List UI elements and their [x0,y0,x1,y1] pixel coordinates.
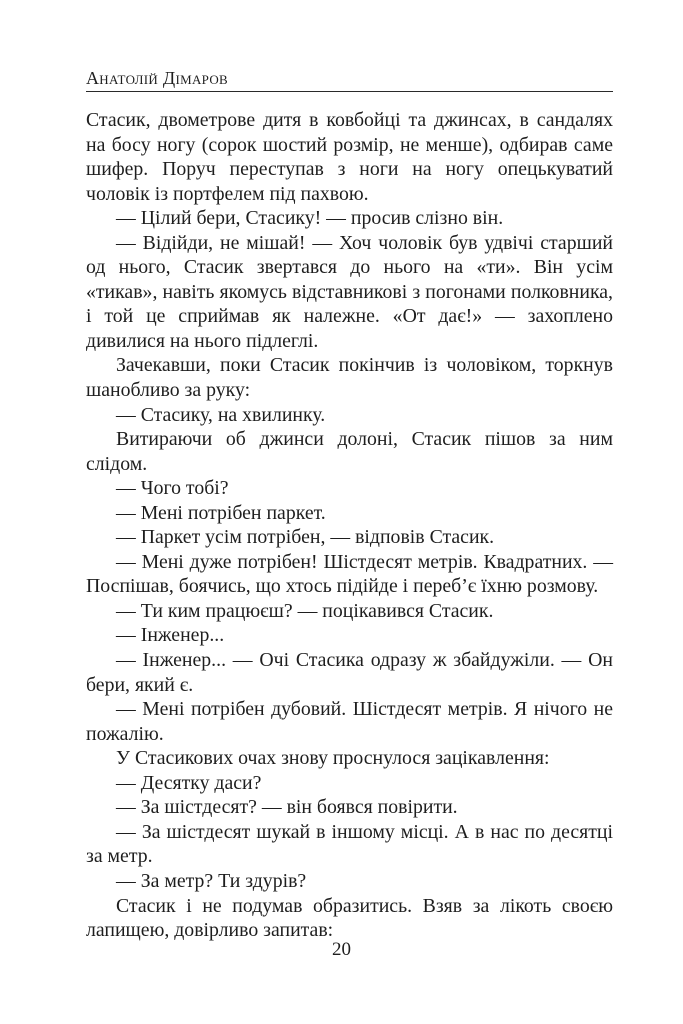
paragraph: — За шістдесят? — він боявся повірити. [116,796,458,819]
paragraph: — Паркет усім потрібен, — відповів Стасик. [116,526,495,549]
paragraph: Стасик і не подумав образитись. Взяв за лікоть своєю лапищею, довірливо запитав: [86,894,613,942]
paragraph: — Відійди, не мішай! — Хоч чоловік був удвічі старший од нього, Стасик звертався до нього на «ти». Він усім «тикав», навіть якомусь відставникові з погонами полковника, і той це сприймав як належне. «От дає!» — захоплено дивилися на нього підлеглі. [86,231,613,352]
body-text [86,108,613,943]
paragraph: — Цілий бери, Стасику! — просив слізно він. [116,207,504,230]
paragraph: — Чого тобі? [116,477,229,500]
header-rule [86,91,613,92]
running-head-author: Анатолій Дімаров [86,68,228,88]
paragraph: — Ти ким працюєш? — поцікавився Стасик. [116,599,494,622]
paragraph: — Десятку даси? [116,771,262,794]
paragraph: — Мені дуже потрібен! Шістдесят метрів. Квадратних. — Поспішав, боячись, що хтось підійде і переб’є їхню розмову. [86,550,613,598]
paragraph: — Інженер... [116,624,225,647]
paragraph: У Стасикових очах знову проснулося зацікавлення: [116,747,550,770]
paragraph: — Стасику, на хвилинку. [116,403,326,426]
paragraph: — Мені потрібен паркет. [116,501,326,524]
paragraph: Витираючи об джинси долоні, Стасик пішов за ним слідом. [86,428,613,475]
paragraph: Стасик, двометрове дитя в ковбойці та джинсах, в сандалях на босу ногу (сорок шостий розмір, не менше), одбирав саме шифер. Поруч переступав з ноги на ногу опецькуватий чоловік із портфелем під пахвою. [86,109,613,205]
paragraph: — За метр? Ти здурів? [116,869,307,892]
paragraph: — Мені потрібен дубовий. Шістдесят метрів. Я нічого не пожалію. [86,698,613,745]
paragraph: — Інженер... — Очі Стасика одразу ж збайдужіли. — Он бери, який є. [86,649,613,696]
paragraph: — За шістдесят шукай в іншому місці. А в нас по десятці за метр. [86,820,613,868]
paragraph: Зачекавши, поки Стасик покінчив із чоловіком, торкнув шанобливо за руку: [86,354,613,402]
page-number: 20 [332,939,351,960]
